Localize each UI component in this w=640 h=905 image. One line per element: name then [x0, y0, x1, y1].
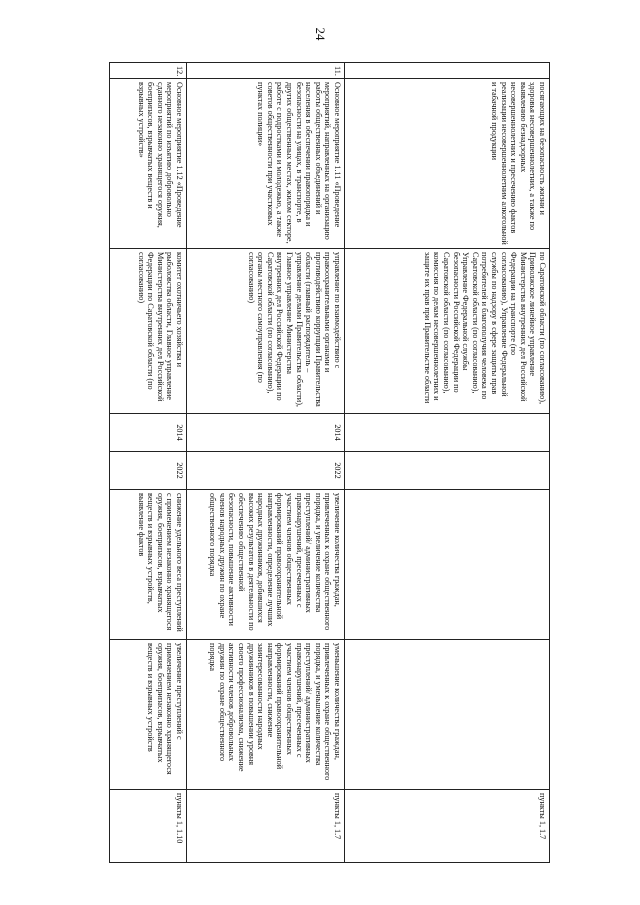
- executor-cell: по Саратовской области (по согласованию), Приволжское линейное управление Министерства внутренних дел Российской Федерации на транспорте (по согласованию), Управление Федеральной службы по надзору в сфере защиты прав потребителей и благополучия человека по Саратовской области (по согласованию), Управление Федеральной службы безопасности Российской Федерации по Саратовской области (по согласованию), комиссия по делам несовершеннолетних и защите их прав при Правительстве области: [345, 249, 550, 414]
- row-number: 11.: [187, 63, 345, 79]
- link-cell: пункты 1, 1.10: [110, 790, 187, 863]
- consequences-cell: уменьшение количества граждан, привлеченных к охране общественного порядка, и уменьшение количества преступлений/ административных правонарушений, пресеченных с участием членов общественных формирований правоохранительной направленности, снижение заинтересованности народных дружинников в повышении уровня своего профессионализма, снижение активности членов добровольных дружин по охране общественного порядка: [187, 640, 345, 790]
- table-row: [345, 63, 550, 863]
- result-cell: увеличение количества граждан, привлеченных к охране общественного порядка, и увеличение количества преступлений/ административных правонарушений, пресеченных с участием членов общественных формирований правоохранительной направленности, определение лучших народных дружинников, добившихся высоких результатов в деятельности по обеспечению общественной безопасности, повышение активности членов народных дружин по охране общественного порядка: [187, 490, 345, 640]
- activity-cell: Основное мероприятие 1.11 «Проведение мероприятий, направленных на организацию работы общественных объединений и населения в обеспечении правопорядка и безопасности на улицах, в транспорте, в других общественных местах, жилом секторе, работе с подростками и молодежью, а также советов общественности при участковых пунктах полиции»: [187, 79, 345, 249]
- end-year-cell: 2022: [110, 452, 187, 490]
- link-cell: пункты 1, 1.7: [345, 790, 550, 863]
- row-number: [345, 63, 550, 79]
- consequences-cell: [345, 640, 550, 790]
- row-number: 12.: [110, 63, 187, 79]
- executor-cell: управление по взаимодействию с правоохранительными органами и противодействию коррупции Правительства области (главный распорядитель – управление делами Правительства области), Главное управление Министерства внутренних дел Российской Федерации по Саратовской области (по согласованию), органы местного самоуправления (по согласованию): [187, 249, 345, 414]
- result-cell: снижение удельного веса преступлений с применением незаконно хранящегося оружия, боеприпасов, взрывчатых веществ и взрывных устройств, выявление фактов: [110, 490, 187, 640]
- end-year-cell: 2022: [187, 452, 345, 490]
- table-row: [187, 63, 345, 863]
- result-cell: [345, 490, 550, 640]
- activity-cell: посягающих на безопасность жизни и здоровья несовершеннолетних, а также по выявлению безнадзорных несовершеннолетних и пресечению фактов реализации несовершеннолетним алкогольной и табачной продукции: [345, 79, 550, 249]
- executor-cell: комитет охотничьего хозяйства и рыболовства области, Главное управление Министерства внутренних дел Российской Федерации по Саратовской области (по согласованию): [110, 249, 187, 414]
- start-year-cell: [345, 414, 550, 452]
- page-number: 24: [313, 27, 328, 41]
- rotated-table-container: [110, 62, 550, 862]
- start-year-cell: 2014: [110, 414, 187, 452]
- consequences-cell: увеличение преступлений с применением незаконно хранящегося оружия, боеприпасов, взрывчатых веществ и взрывных устройств: [110, 640, 187, 790]
- link-cell: пункты 1, 1.7: [187, 790, 345, 863]
- table-row: [110, 63, 187, 863]
- start-year-cell: 2014: [187, 414, 345, 452]
- activity-cell: Основное мероприятие 1.12 «Проведение мероприятий по изъятию добровольно сданного незаконно хранящегося оружия, боеприпасов, взрывчатых веществ и взрывных устройств»: [110, 79, 187, 249]
- program-activities-table: [109, 62, 550, 863]
- end-year-cell: [345, 452, 550, 490]
